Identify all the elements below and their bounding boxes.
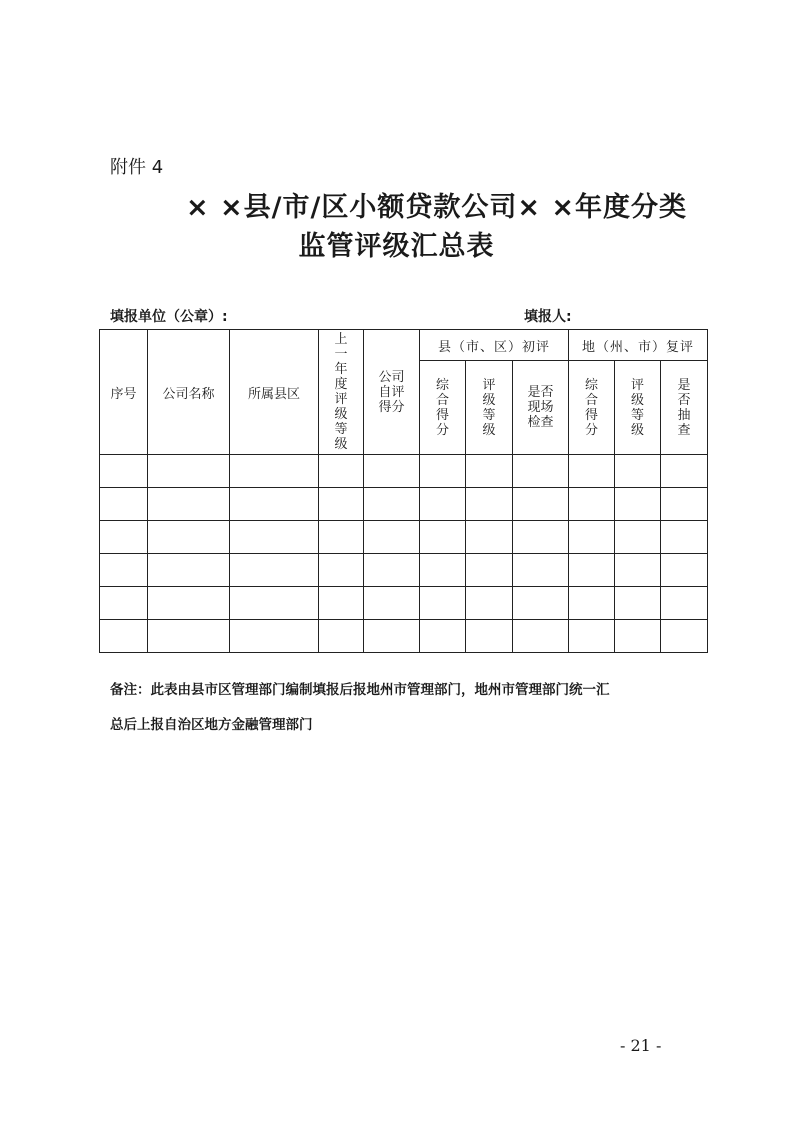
table-cell[interactable]: [661, 587, 708, 620]
annex-label: 附件 4: [110, 157, 164, 178]
table-cell[interactable]: [148, 587, 230, 620]
table-cell[interactable]: [661, 455, 708, 488]
table-cell[interactable]: [148, 554, 230, 587]
table-cell[interactable]: [513, 620, 569, 653]
header-prefecture-grade: 评级等级: [615, 361, 661, 455]
table-cell[interactable]: [466, 488, 513, 521]
table-cell[interactable]: [148, 488, 230, 521]
header-seq: 序号: [100, 330, 148, 455]
table-cell[interactable]: [615, 587, 661, 620]
table-cell[interactable]: [615, 488, 661, 521]
table-cell[interactable]: [569, 488, 615, 521]
fill-unit-label: 填报单位（公章）:: [110, 309, 228, 325]
table-cell[interactable]: [420, 554, 466, 587]
table-cell[interactable]: [230, 620, 319, 653]
table-cell[interactable]: [513, 488, 569, 521]
table-cell[interactable]: [100, 521, 148, 554]
table-cell[interactable]: [319, 620, 364, 653]
table-cell[interactable]: [100, 455, 148, 488]
table-cell[interactable]: [319, 521, 364, 554]
header-county-grade: 评级等级: [466, 361, 513, 455]
table-cell[interactable]: [319, 488, 364, 521]
table-cell[interactable]: [420, 587, 466, 620]
table-cell[interactable]: [661, 488, 708, 521]
table-cell[interactable]: [100, 488, 148, 521]
table-cell[interactable]: [148, 620, 230, 653]
table-cell[interactable]: [148, 455, 230, 488]
table-cell[interactable]: [569, 620, 615, 653]
table-cell[interactable]: [420, 488, 466, 521]
document-title-line2: 监管评级汇总表: [298, 231, 495, 262]
header-county-onsite-check: 是否现场检查: [513, 361, 569, 455]
note-line2: 总后上报自治区地方金融管理部门: [110, 717, 313, 733]
table-cell[interactable]: [230, 488, 319, 521]
table-cell[interactable]: [420, 620, 466, 653]
table-cell[interactable]: [100, 620, 148, 653]
fill-person-label: 填报人:: [524, 309, 572, 325]
table-cell[interactable]: [100, 587, 148, 620]
table-cell[interactable]: [466, 455, 513, 488]
table-row: [100, 521, 708, 554]
header-county-composite-score: 综合得分: [420, 361, 466, 455]
table-cell[interactable]: [230, 587, 319, 620]
table-row: [100, 455, 708, 488]
table-cell[interactable]: [364, 554, 420, 587]
table-cell[interactable]: [615, 455, 661, 488]
table-cell[interactable]: [100, 554, 148, 587]
header-prefecture-review: 地（州、市）复评: [569, 330, 708, 361]
table-cell[interactable]: [615, 554, 661, 587]
header-county-initial-rating: 县（市、区）初评: [420, 330, 569, 361]
header-prefecture-spot-check: 是否抽查: [661, 361, 708, 455]
table-cell[interactable]: [466, 587, 513, 620]
header-county: 所属县区: [230, 330, 319, 455]
table-cell[interactable]: [230, 455, 319, 488]
table-cell[interactable]: [661, 521, 708, 554]
table-cell[interactable]: [230, 554, 319, 587]
table-cell[interactable]: [661, 554, 708, 587]
table-cell[interactable]: [364, 455, 420, 488]
document-title-line1: × ×县/市/区小额贷款公司× ×年度分类: [185, 192, 687, 223]
table-cell[interactable]: [319, 587, 364, 620]
table-row: [100, 554, 708, 587]
table-cell[interactable]: [615, 521, 661, 554]
header-prefecture-composite-score: 综合得分: [569, 361, 615, 455]
table-row: [100, 620, 708, 653]
page-number: - 21 -: [620, 1036, 662, 1055]
header-self-score: 公司自评得分: [364, 330, 420, 455]
rating-summary-table: [99, 329, 708, 653]
table-cell[interactable]: [466, 554, 513, 587]
table-row: [100, 587, 708, 620]
table-cell[interactable]: [569, 521, 615, 554]
table-cell[interactable]: [615, 620, 661, 653]
table-cell[interactable]: [513, 587, 569, 620]
table-cell[interactable]: [319, 554, 364, 587]
table-cell[interactable]: [364, 620, 420, 653]
table-cell[interactable]: [420, 455, 466, 488]
note-line1: 备注：此表由县市区管理部门编制填报后报地州市管理部门，地州市管理部门统一汇: [110, 682, 610, 698]
header-company-name: 公司名称: [148, 330, 230, 455]
table-cell[interactable]: [364, 587, 420, 620]
table-cell[interactable]: [364, 488, 420, 521]
table-cell[interactable]: [569, 587, 615, 620]
table-cell[interactable]: [466, 521, 513, 554]
table-cell[interactable]: [148, 521, 230, 554]
header-last-year-grade: 上一年度评级等级: [319, 330, 364, 455]
table-row: [100, 488, 708, 521]
table-cell[interactable]: [230, 521, 319, 554]
table-cell[interactable]: [569, 554, 615, 587]
table-cell[interactable]: [466, 620, 513, 653]
table-cell[interactable]: [513, 455, 569, 488]
table-cell[interactable]: [569, 455, 615, 488]
table-cell[interactable]: [513, 521, 569, 554]
table-cell[interactable]: [513, 554, 569, 587]
table-cell[interactable]: [364, 521, 420, 554]
table-cell[interactable]: [661, 620, 708, 653]
table-cell[interactable]: [420, 521, 466, 554]
table-cell[interactable]: [319, 455, 364, 488]
